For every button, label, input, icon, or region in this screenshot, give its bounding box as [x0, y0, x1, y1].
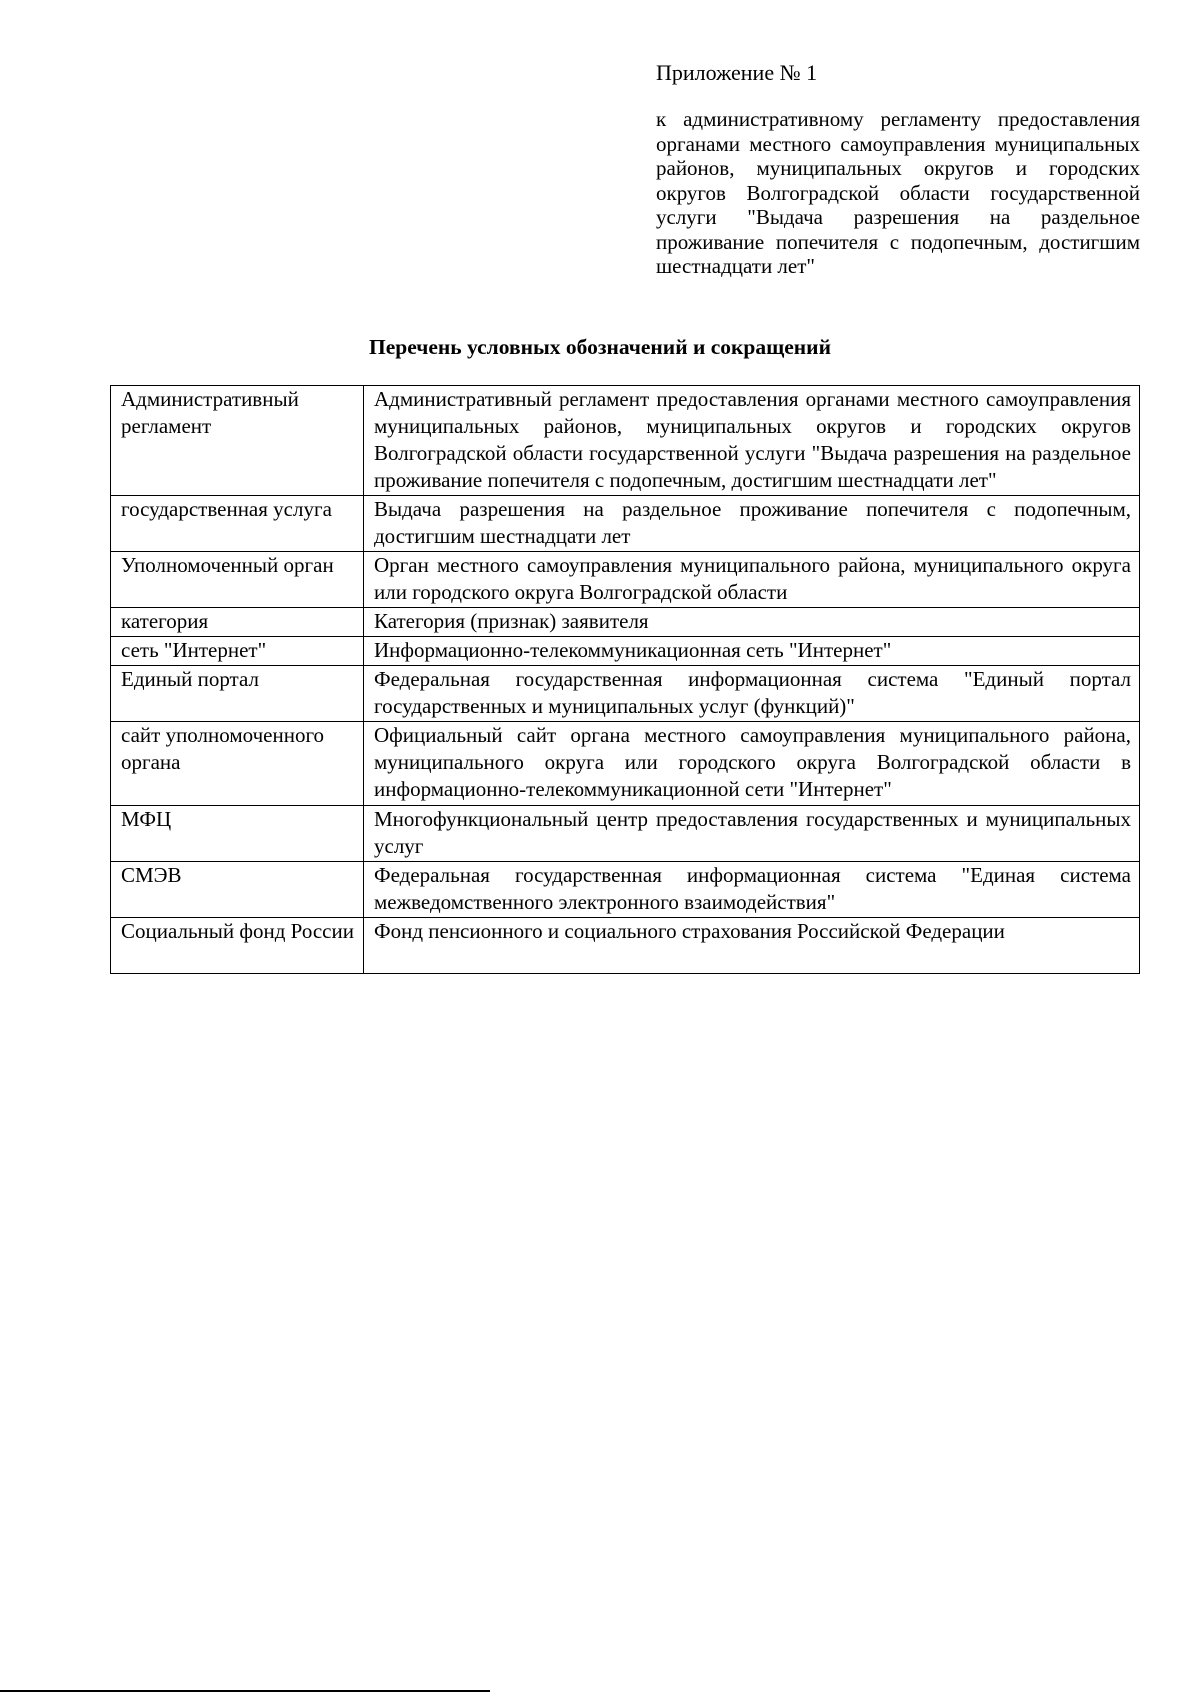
term-cell: категория [111, 608, 364, 637]
term-cell: государственная услуга [111, 496, 364, 552]
term-cell: сеть "Интернет" [111, 637, 364, 666]
term-cell: Административный регламент [111, 386, 364, 496]
definition-cell: Фонд пенсионного и социального страхования Российской Федерации [364, 918, 1140, 974]
table-row [111, 608, 1140, 637]
table-row [111, 806, 1140, 862]
term-cell: МФЦ [111, 806, 364, 862]
table-row [111, 862, 1140, 918]
definition-cell: Выдача разрешения на раздельное проживание попечителя с подопечным, достигшим шестнадцати лет [364, 496, 1140, 552]
term-cell: Социальный фонд России [111, 918, 364, 974]
definition-cell: Многофункциональный центр предоставления государственных и муниципальных услуг [364, 806, 1140, 862]
definition-cell: Официальный сайт органа местного самоуправления муниципального района, муниципального округа или городского округа Волгоградской области в информационно-телекоммуникационной сети "Интернет" [364, 722, 1140, 806]
definition-cell: Федеральная государственная информационная система "Единый портал государственных и муниципальных услуг (функций)" [364, 666, 1140, 722]
bottom-rule [0, 1690, 490, 1692]
table-row [111, 637, 1140, 666]
table-row [111, 918, 1140, 974]
terms-table [110, 385, 1140, 974]
table-row [111, 496, 1140, 552]
definition-cell: Орган местного самоуправления муниципального района, муниципального округа или городского округа Волгоградской области [364, 552, 1140, 608]
term-cell: сайт уполномоченного органа [111, 722, 364, 806]
definition-cell: Федеральная государственная информационная система "Единая система межведомственного электронного взаимодействия" [364, 862, 1140, 918]
list-heading: Перечень условных обозначений и сокращений [369, 335, 831, 359]
term-cell: СМЭВ [111, 862, 364, 918]
table-row [111, 552, 1140, 608]
table-row [111, 666, 1140, 722]
definition-cell: Административный регламент предоставления органами местного самоуправления муниципальных районов, муниципальных округов и городских округов Волгоградской области государственной услуги "Выдача разрешения на раздельное проживание попечителя с подопечным, достигшим шестнадцати лет" [364, 386, 1140, 496]
term-cell: Уполномоченный орган [111, 552, 364, 608]
definition-cell: Информационно-телекоммуникационная сеть "Интернет" [364, 637, 1140, 666]
appendix-title: Приложение № 1 [656, 60, 818, 85]
appendix-reference: к административному регламенту предоставления органами местного самоуправления муниципальных районов, муниципальных округов и городских округов Волгоградской области государственной услуги "Выдача разрешения на раздельное проживание попечителя с подопечным, достигшим шестнадцати лет" [656, 107, 1140, 278]
table-row [111, 386, 1140, 496]
definition-cell: Категория (признак) заявителя [364, 608, 1140, 637]
table-row [111, 722, 1140, 806]
term-cell: Единый портал [111, 666, 364, 722]
